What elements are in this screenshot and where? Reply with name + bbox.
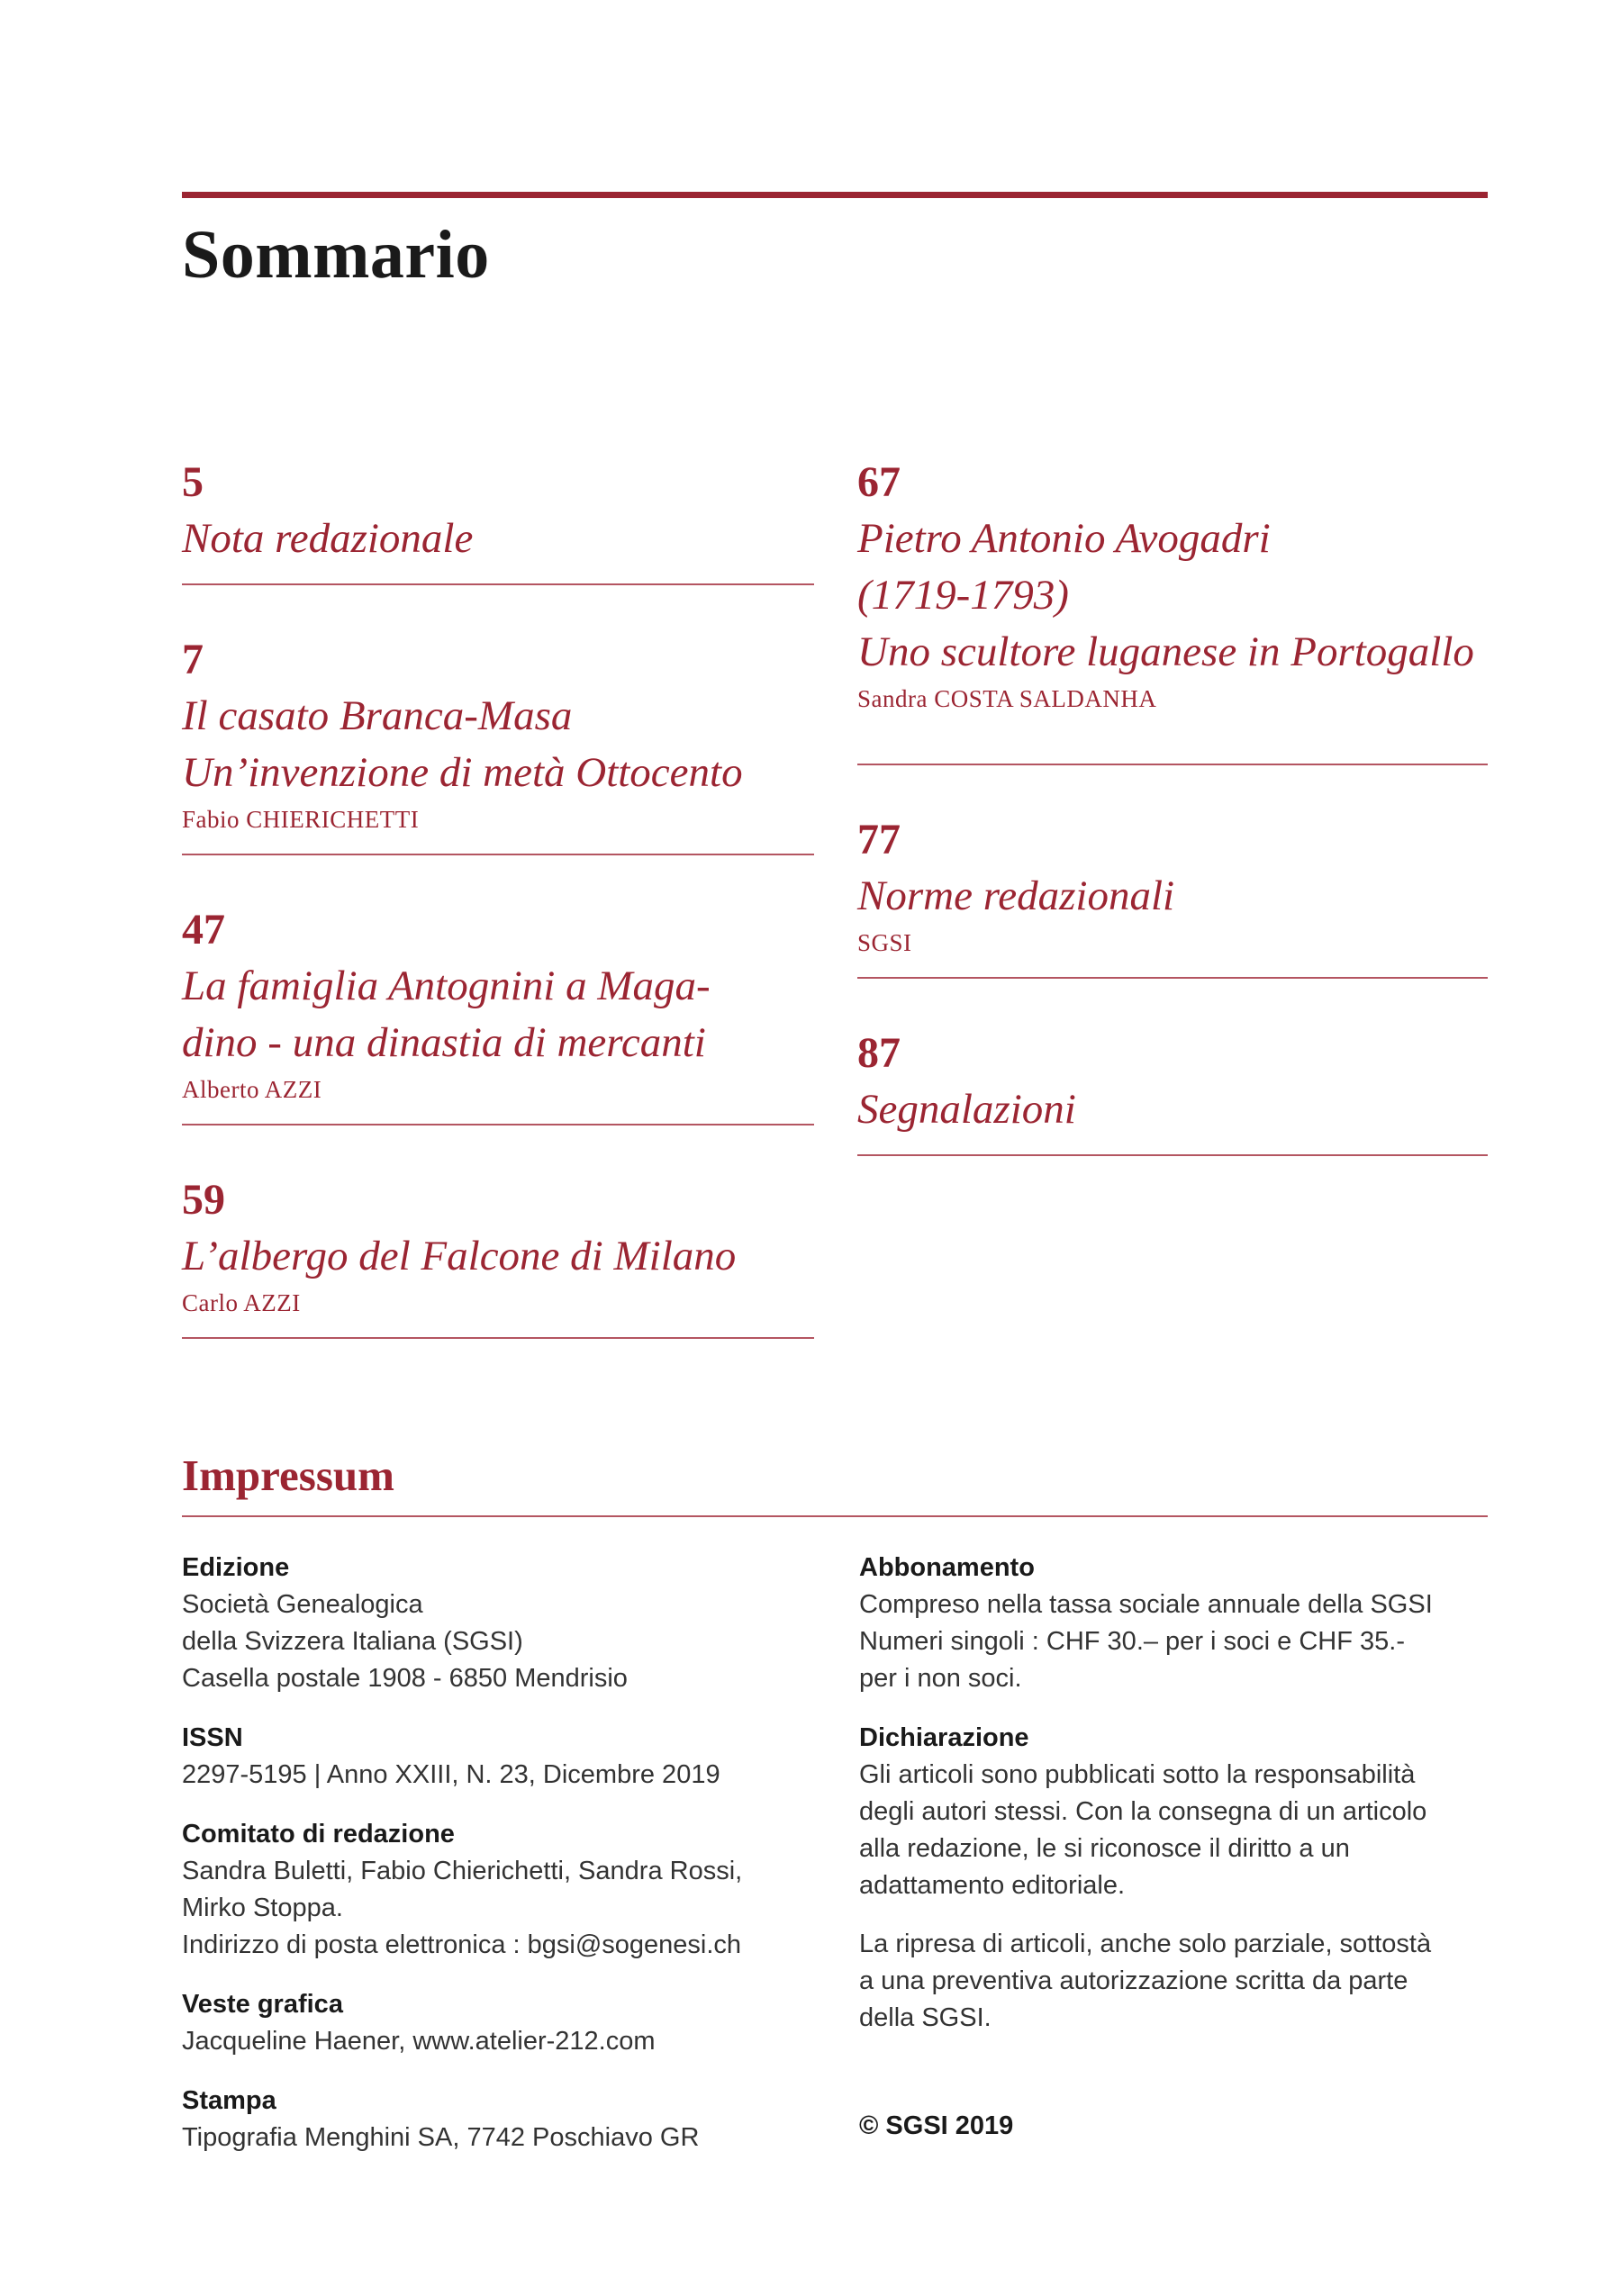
- toc-page-number: 77: [857, 816, 901, 863]
- toc-page-number: 87: [857, 1029, 901, 1077]
- impressum-line: La ripresa di articoli, anche solo parziale, sottostà: [859, 1930, 1432, 1958]
- toc-entry-subtitle: Un’invenzione di metà Ottocento: [182, 749, 743, 796]
- impressum-line: della Svizzera Italiana (SGSI): [182, 1627, 523, 1656]
- impressum-line: Società Genealogica: [182, 1590, 423, 1619]
- impressum-line: della SGSI.: [859, 2003, 992, 2032]
- impressum-label: Veste grafica: [182, 1990, 343, 2019]
- impressum-line: degli autori stessi. Con la consegna di un articolo: [859, 1797, 1427, 1826]
- impressum-veste-grafica: [182, 1985, 830, 2060]
- impressum-line: Compreso nella tassa sociale annuale della SGSI: [859, 1590, 1433, 1619]
- impressum-line: alla redazione, le si riconosce il diritto a un: [859, 1834, 1350, 1863]
- toc-right-column: [857, 455, 1488, 1203]
- toc-page-number: 67: [857, 458, 901, 506]
- toc-entry[interactable]: [182, 902, 814, 1125]
- page-title: Sommario: [182, 217, 490, 293]
- impressum-label: Dichiarazione: [859, 1723, 1029, 1752]
- toc-entry-title: L’albergo del Falcone di Milano: [182, 1233, 737, 1279]
- toc-entry-title: La famiglia Antognini a Maga-: [182, 963, 711, 1009]
- toc-entry-title: Norme redazionali: [857, 872, 1175, 919]
- impressum-line: adattamento editoriale.: [859, 1871, 1126, 1900]
- top-rule: [182, 192, 1488, 198]
- toc-entry[interactable]: [857, 1026, 1488, 1156]
- impressum-website-line[interactable]: Jacqueline Haener, www.atelier-212.com: [182, 2027, 656, 2056]
- toc-entry-title: Segnalazioni: [857, 1086, 1076, 1133]
- impressum-comitato: [182, 1815, 830, 1964]
- toc-entry[interactable]: [182, 632, 814, 855]
- toc-entry-title: Il casato Branca-Masa: [182, 692, 573, 739]
- impressum-dichiarazione: [859, 1719, 1490, 1904]
- impressum-line: Sandra Buletti, Fabio Chierichetti, Sandra Rossi,: [182, 1857, 743, 1885]
- impressum-ripresa: [859, 1926, 1490, 2037]
- toc-page-number: 7: [182, 636, 204, 683]
- toc-entry[interactable]: [182, 455, 814, 585]
- toc-entry-author: Alberto AZZI: [182, 1076, 322, 1103]
- impressum-line: per i non soci.: [859, 1664, 1022, 1693]
- toc-entry-subtitle: Uno scultore luganese in Portogallo: [857, 628, 1474, 675]
- toc-entry-author: Carlo AZZI: [182, 1289, 301, 1316]
- impressum-label: ISSN: [182, 1723, 243, 1752]
- impressum-right-column: [859, 1549, 1490, 2058]
- impressum-line: Gli articoli sono pubblicati sotto la responsabilità: [859, 1760, 1416, 1789]
- impressum-line: Mirko Stoppa.: [182, 1894, 343, 1922]
- toc-entry-author: SGSI: [857, 929, 912, 956]
- toc-entry-title-line2: dino - una dinastia di mercanti: [182, 1019, 706, 1066]
- toc-entry-author: Fabio CHIERICHETTI: [182, 806, 420, 833]
- impressum-label: Edizione: [182, 1553, 290, 1582]
- impressum-rule: [182, 1515, 1488, 1517]
- impressum-email-line[interactable]: Indirizzo di posta elettronica : bgsi@sogenesi.ch: [182, 1930, 742, 1959]
- impressum-line: a una preventiva autorizzazione scritta da parte: [859, 1966, 1408, 1995]
- impressum-line: 2297-5195 | Anno XXIII, N. 23, Dicembre 2019: [182, 1760, 720, 1789]
- toc-left-column: [182, 455, 814, 1386]
- toc-page-number: 5: [182, 458, 204, 506]
- impressum-stampa: [182, 2082, 830, 2156]
- impressum-label: Stampa: [182, 2086, 276, 2115]
- impressum-label: Abbonamento: [859, 1553, 1035, 1582]
- toc-entry[interactable]: [182, 1172, 814, 1339]
- impressum-line: Numeri singoli : CHF 30.– per i soci e CHF 35.-: [859, 1627, 1405, 1656]
- toc-entry[interactable]: [857, 455, 1488, 765]
- toc-page-number: 59: [182, 1176, 225, 1224]
- toc-page-number: 47: [182, 906, 225, 954]
- impressum-left-column: [182, 1549, 830, 2178]
- copyright-notice: © SGSI 2019: [859, 2111, 1014, 2140]
- impressum-edizione: [182, 1549, 830, 1697]
- impressum-issn: [182, 1719, 830, 1794]
- impressum-heading: Impressum: [182, 1451, 394, 1500]
- impressum-line: Tipografia Menghini SA, 7742 Poschiavo GR: [182, 2123, 700, 2152]
- toc-entry-title: Nota redazionale: [182, 515, 474, 562]
- toc-entry-title: Pietro Antonio Avogadri: [857, 515, 1271, 562]
- toc-entry[interactable]: [857, 812, 1488, 979]
- impressum-abbonamento: [859, 1549, 1490, 1697]
- impressum-line: Casella postale 1908 - 6850 Mendrisio: [182, 1664, 628, 1693]
- impressum-label: Comitato di redazione: [182, 1820, 455, 1849]
- toc-entry-title-line2: (1719-1793): [857, 572, 1069, 619]
- toc-entry-author: Sandra COSTA SALDANHA: [857, 685, 1157, 712]
